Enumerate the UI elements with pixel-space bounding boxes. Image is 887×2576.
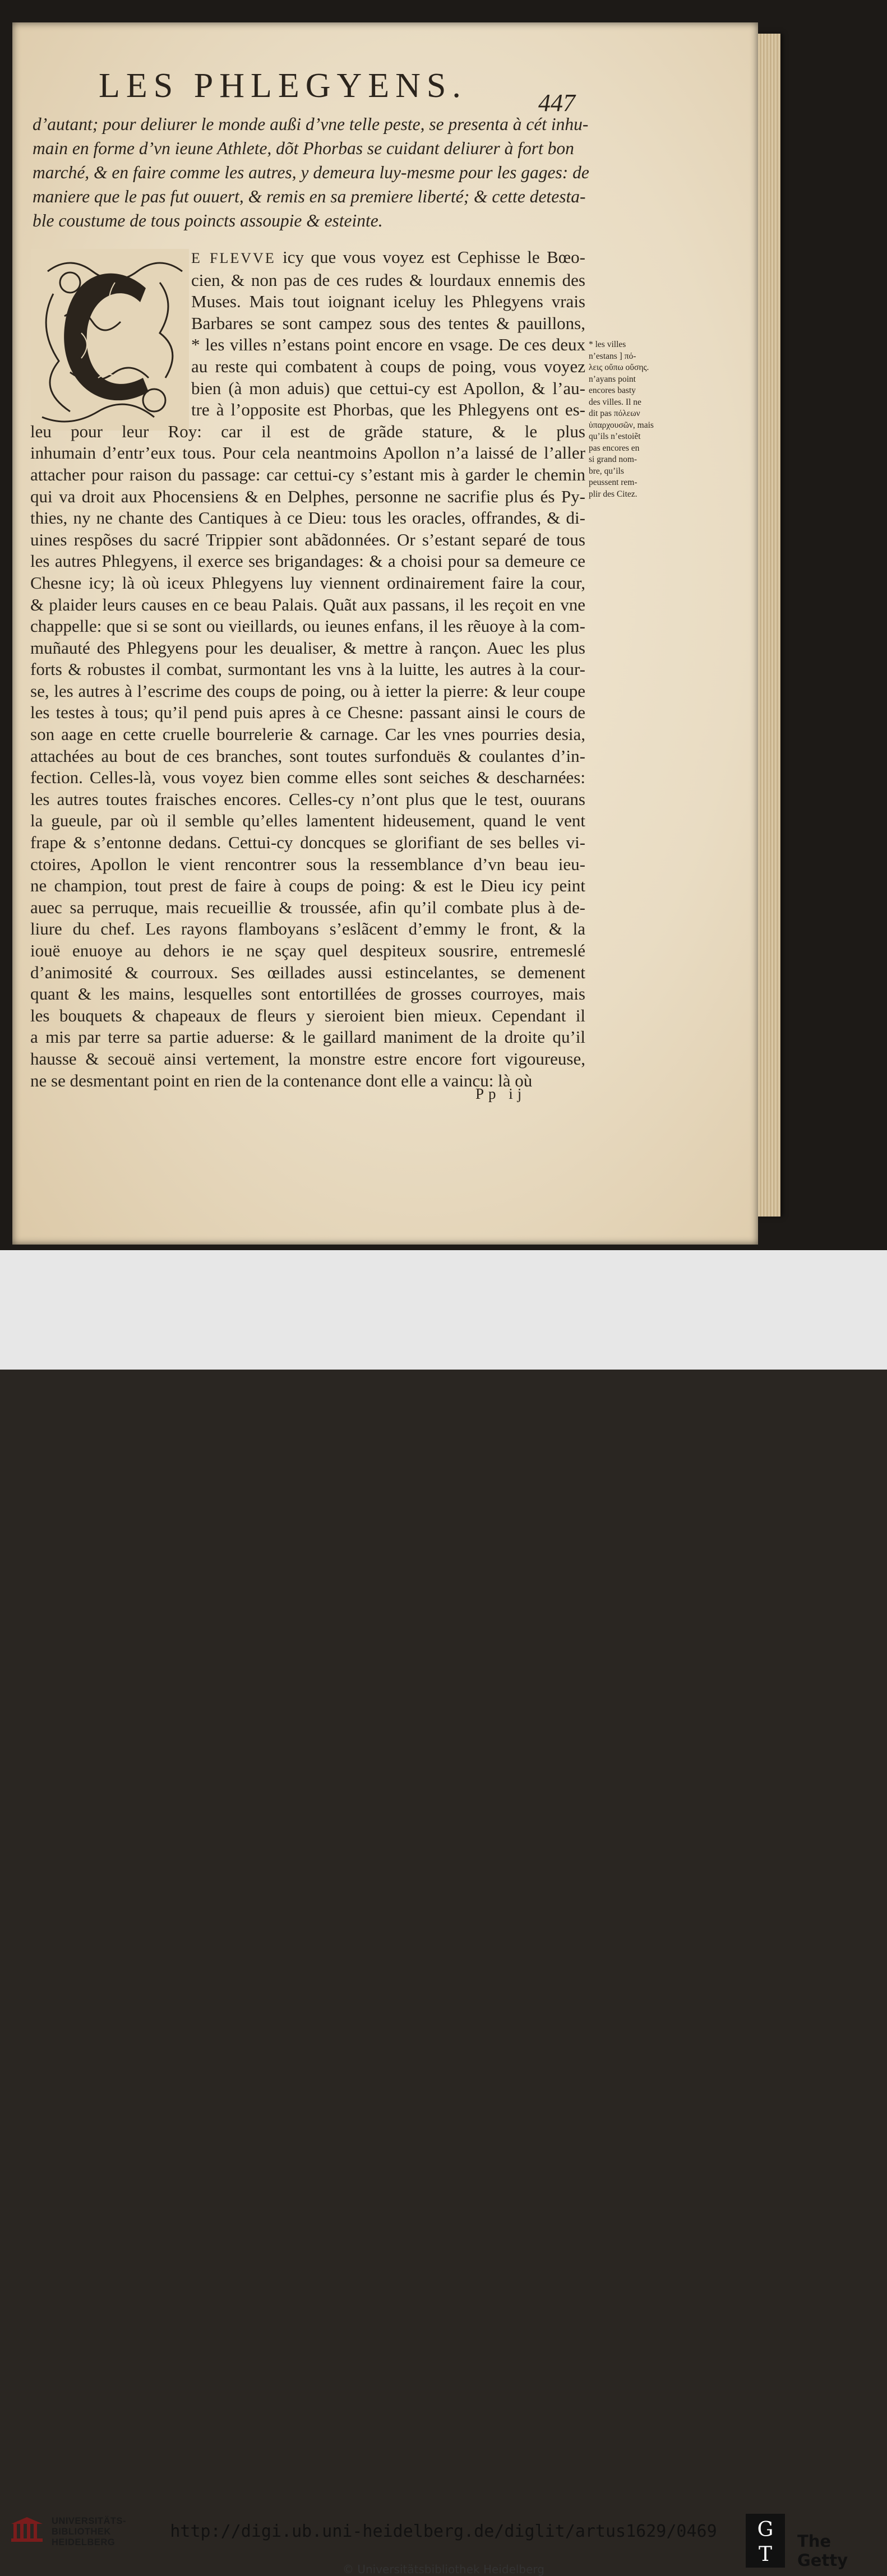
page-number: 447 (538, 89, 575, 117)
text-line: frape & s’entonne dedans. Cettui-cy doncques se glorifiant de ses belles vi- (30, 833, 585, 853)
text-line: dit pas πόλεων (589, 409, 640, 418)
main-text (30, 247, 585, 1092)
text-line: ne se desmentant point en rien de la contenance dont elle a vaincu: là où (30, 1070, 533, 1090)
text-line: hausse & secouë ainsi vertement, la monstre estre encore fort vigoureuse, (30, 1048, 585, 1069)
text-line: * les villes n’estans point encore en vsage. De ces deux (191, 335, 585, 355)
text-line: fection. Celles-là, vous voyez bien comme elles sont seiches & descharnées: (30, 767, 585, 788)
text-line: peussent rem- (589, 478, 637, 487)
text-line: ble coustume de tous poincts assoupie & esteinte. (33, 211, 383, 230)
text-line: λεις οὔπω οὔσης. (589, 363, 649, 372)
permalink-url[interactable]: http://digi.ub.uni-heidelberg.de/diglit/artus1629/0469 (170, 2522, 717, 2541)
text-line: qui va droit aux Phocensiens & en Delphes, personne ne sacrifie plus és Py- (30, 486, 585, 506)
text-line: a mis par terre sa partie aduerse: & le gaillard maniment de la droite qu’il (30, 1027, 585, 1047)
text-line: pas encores en (589, 443, 640, 453)
text-line: uines respõses du sacré Trippier sont abãdonnées. Or s’estant separé de tous (30, 529, 585, 549)
text-line: cien, & non pas de ces rudes & lourdaux ennemis des (191, 270, 585, 290)
text-line: les bouquets & chapeaux de fleurs y sieroient bien mieux. Cependant il (30, 1005, 585, 1025)
text-line: les autres Phlegyens, il exerce ses brigandages: & a choisi pour sa demeure ce (30, 551, 585, 571)
text-line: forts & robustes il combat, surmontant les vns à la luitte, les autres à la cour- (30, 659, 585, 679)
text-line: encores basty (589, 386, 636, 395)
getty-logo-icon[interactable] (746, 2514, 785, 2568)
text-line: Muses. Mais tout ioignant iceluy les Phlegyens vrais (191, 292, 585, 312)
text-line: Barbares se sont campez sous des tentes & pauillons, (191, 313, 585, 333)
text-line: ὑπαρχουσῶν, mais (589, 420, 654, 430)
text-line: d’autant; pour deliurer le monde außi d’vne telle peste, se presenta à cét inhu- (33, 114, 589, 134)
text-line: des villes. Il ne (589, 397, 641, 407)
text-line: ctoires, Apollon le vient rencontrer sous la ressemblance d’vn beau ieu- (30, 854, 585, 874)
running-head: LES PHLEGYENS. (99, 67, 467, 105)
text-line: les autres toutes fraisches encores. Celles-cy n’ont plus que le test, ouurans (30, 789, 585, 809)
university-library-name: UNIVERSITÄTS- BIBLIOTHEK HEIDELBERG (52, 2516, 127, 2547)
intro-paragraph (33, 112, 588, 233)
svg-text:T: T (758, 2543, 773, 2566)
text-line: auec sa perruque, mais recueillie & troussée, afin qu’il combate plus à de- (30, 897, 585, 917)
opening-line-rest: icy que vous voyez est Cephisse le Bœo- (275, 247, 585, 267)
text-line: attachées au bout de ces branches, sont toutes surfonduës & coulantes d’in- (30, 746, 585, 766)
text-line: les testes à tous; qu’il pend puis apres à ce Chesne: passant ainsi le cours de (30, 702, 585, 723)
text-line: tre à l’opposite est Phorbas, que les Phlegyens ont es- (191, 400, 585, 420)
text-line: chappelle: que si se sont ou vieillards, ou ieunes enfans, il les rẽuoye à la com- (30, 616, 585, 636)
text-line: thies, ny ne chante des Cantiques à ce Dieu: tous les oracles, offrandes, & di- (30, 508, 585, 528)
text-line: liure du chef. Les rayons flamboyans s’eslãcent d’emmy le front, & la (30, 919, 585, 939)
text-line: n’ayans point (589, 374, 636, 384)
text-line: attacher pour raison du passage: car cettui-cy s’estant mis à garder le chemin (30, 464, 585, 484)
text-line: main en forme d’vn ieune Athlete, dõt Phorbas se cuidant deliurer à fort bon (33, 138, 574, 158)
text-line: maniere que le pas fut ouuert, & remis en sa premiere liberté; & cette detesta- (33, 187, 586, 206)
text-line: n’estans ] πό- (589, 351, 636, 361)
text-line: la gueule, par où il semble qu’elles lamentent hideusement, quand le vent (30, 811, 585, 831)
text-line: & plaider leurs causes en ce beau Palais. Quãt aux passans, il les reçoit en vne (30, 594, 585, 614)
text-line: bre, qu’ils (589, 466, 624, 476)
text-line: qu’ils n’estoiẽt (589, 432, 641, 441)
text-line (30, 247, 585, 270)
svg-text:G: G (757, 2518, 774, 2541)
text-line: quant & les mains, lesquelles sont entortillées de grosses courroyes, mais (30, 984, 585, 1004)
text-line: muñauté des Phlegyens pour les deualiser, & mettre à rançon. Auec les plus (30, 637, 585, 658)
text-line: ne champion, tout prest de faire à coups de poing: & est le Dieu icy peint (30, 876, 585, 896)
text-line: bien (à mon aduis) que cettui-cy est Apollon, & l’au- (191, 378, 585, 398)
text-line: Chesne icy; là où iceux Phlegyens luy viennent ordinairement faire la cour, (30, 572, 585, 593)
text-line: si grand nom- (589, 455, 637, 464)
getty-name: The Getty (797, 2532, 848, 2570)
text-line: marché, & en faire comme les autres, y demeura luy-mesme pour les gages: de (33, 163, 589, 182)
text-line: inhumain d’entr’eux tous. Pour cela neantmoins Apollon n’a laissé de l’aller (30, 443, 585, 463)
text-line: leu pour leur Roy: car il est de grãde stature, & le plus (30, 421, 585, 441)
copyright-notice: © Universitätsbibliothek Heidelberg (342, 2563, 544, 2576)
viewer-footer (0, 1250, 887, 2576)
text-line: au reste qui combatent à coups de poing, vous voyez (191, 356, 585, 376)
text-line: se, les autres à l’escrime des coups de poing, ou à ietter la pierre: & leur coupe (30, 681, 585, 701)
text-line: son aage en cette cruelle bourrelerie & carnage. Car les vnes pourries desia, (30, 724, 585, 744)
signature-mark: Pp ij (475, 1085, 526, 1102)
text-line: d’animosité & courroux. Ses œillades aussi estincelantes, se demenent (30, 962, 585, 982)
text-line: plir des Citez. (589, 489, 637, 499)
text-line: * les villes (589, 340, 626, 349)
text-line: iouë enuoye au dehors ie ne sçay quel despiteux sousrire, entremeslé (30, 941, 585, 960)
scanned-page-area (0, 0, 887, 1250)
marginal-note (589, 339, 654, 500)
opening-words: E FLEVVE (191, 250, 276, 266)
